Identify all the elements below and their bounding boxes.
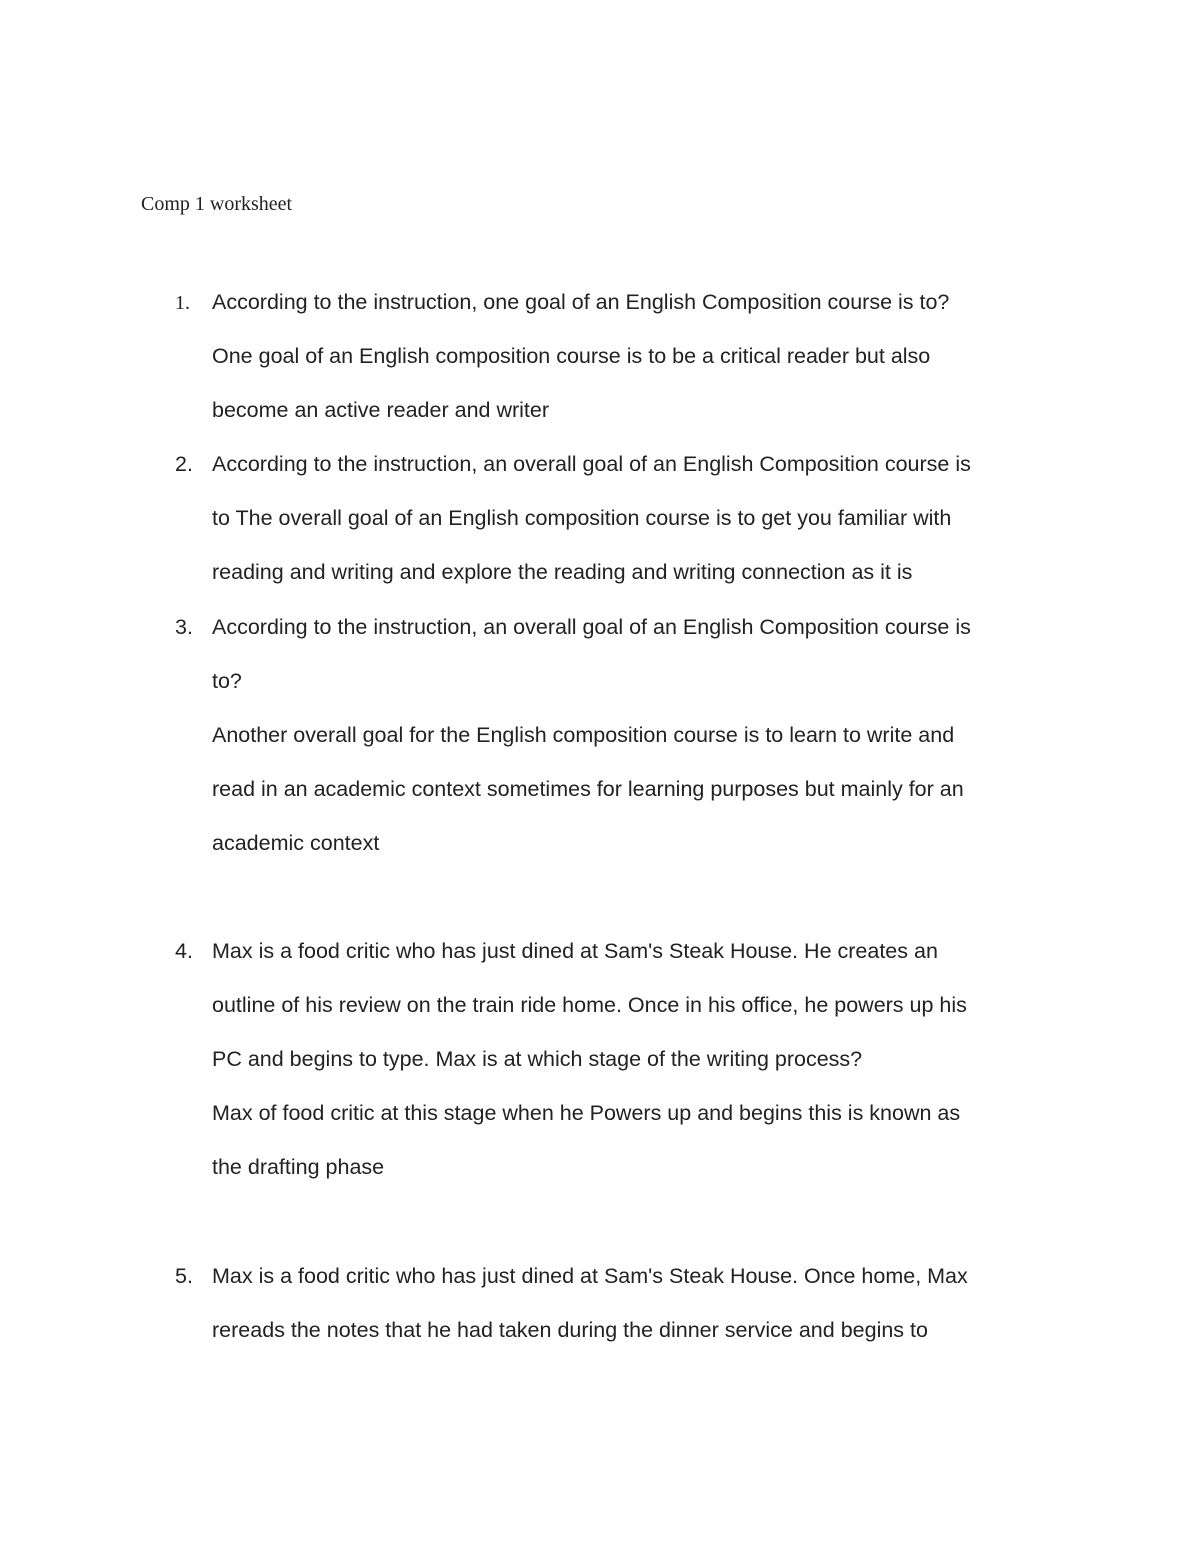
question-line: Max is a food critic who has just dined at Sam's Steak House. He creates an xyxy=(212,939,938,963)
question-line: According to the instruction, an overall goal of an English Composition course is xyxy=(212,452,971,476)
answer-line: reading and writing and explore the reading and writing connection as it is xyxy=(212,560,913,584)
question-line: Max is a food critic who has just dined at Sam's Steak House. Once home, Max xyxy=(212,1264,968,1288)
question-line: to? xyxy=(212,669,242,693)
answer-line: read in an academic context sometimes for learning purposes but mainly for an xyxy=(212,777,964,801)
answer-line: Another overall goal for the English composition course is to learn to write and xyxy=(212,723,955,747)
answer-line: become an active reader and writer xyxy=(212,398,550,422)
answer-line: Max of food critic at this stage when he Powers up and begins this is known as xyxy=(212,1101,961,1125)
question-number: 5. xyxy=(175,1264,193,1288)
question-line: According to the instruction, one goal of an English Composition course is to? xyxy=(212,290,950,314)
question-line: PC and begins to type. Max is at which stage of the writing process? xyxy=(212,1047,863,1071)
question-number: 4. xyxy=(175,939,193,963)
question-line: According to the instruction, an overall goal of an English Composition course is xyxy=(212,615,971,639)
answer-line: to The overall goal of an English composition course is to get you familiar with xyxy=(212,506,952,530)
document-title: Comp 1 worksheet xyxy=(141,193,293,215)
question-number: 2. xyxy=(175,452,193,476)
question-number: 1. xyxy=(175,292,190,314)
answer-line: the drafting phase xyxy=(212,1155,385,1179)
answer-line: One goal of an English composition course is to be a critical reader but also xyxy=(212,344,931,368)
question-line: rereads the notes that he had taken during the dinner service and begins to xyxy=(212,1318,928,1342)
question-number: 3. xyxy=(175,615,193,639)
answer-line: academic context xyxy=(212,831,380,855)
question-line: outline of his review on the train ride home. Once in his office, he powers up his xyxy=(212,993,967,1017)
